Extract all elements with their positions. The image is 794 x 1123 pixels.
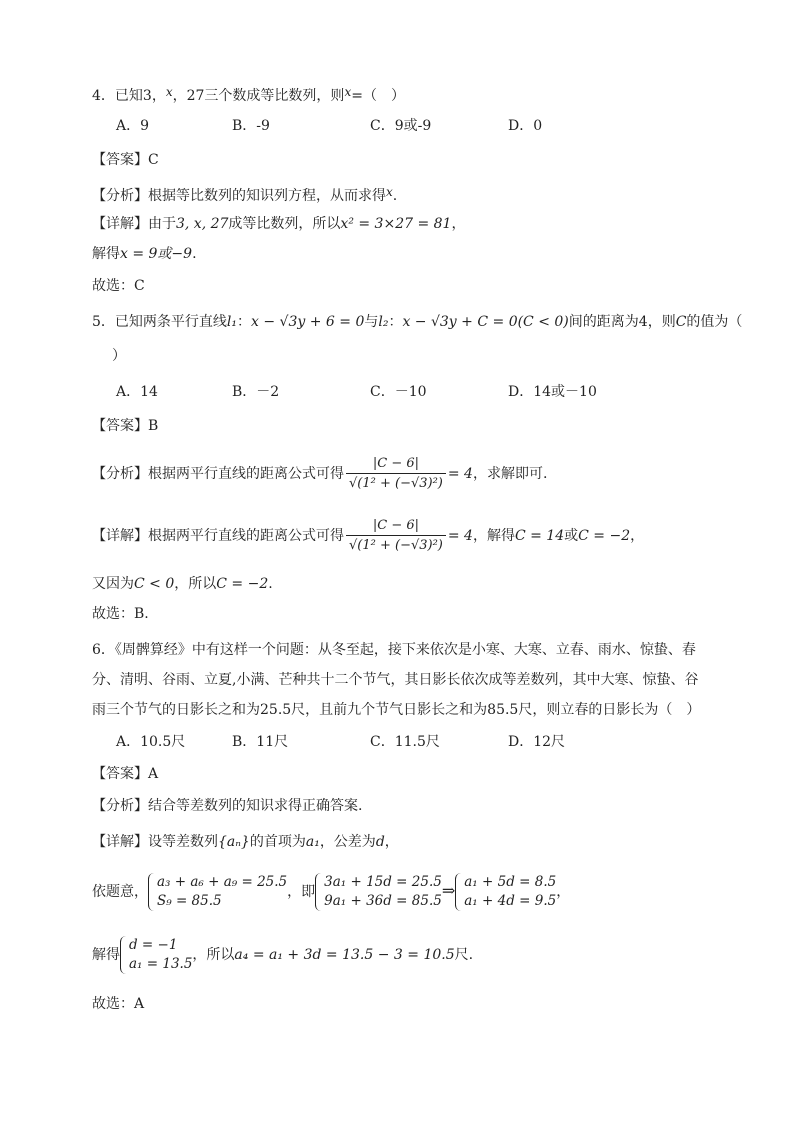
fraction-numerator: |C − 6| <box>346 517 446 536</box>
q5-equation-2: x − √3y + C = 0(C < 0) <box>402 314 569 330</box>
q4-stem-text: 4．已知3， <box>92 88 166 104</box>
q5-equation-1: x − √3y + 6 = 0 <box>251 314 365 330</box>
system-row: a₁ + 5d = 8.5 <box>464 874 557 890</box>
q4-detail-equation: x² = 3×27 = 81 <box>340 216 452 232</box>
q5-option-d: D．14或－10 <box>508 384 597 400</box>
system-row: a₃ + a₆ + a₉ = 25.5 <box>157 874 288 890</box>
q5-detail-text-mid: ，解得 <box>472 528 515 544</box>
detail-tag: 【详解】 <box>92 216 148 232</box>
q6-solve-equation: a₄ = a₁ + 3d = 13.5 − 3 = 10.5 <box>234 947 455 963</box>
system-row: d = −1 <box>129 937 178 953</box>
q6-stem-line-1: 6．《周髀算经》中有这样一个问题：从冬至起，接下来依次是小寒、大寒、立春、雨水、惊蛰、春 <box>92 642 696 658</box>
q6-choose: 故选：A <box>92 996 145 1012</box>
q5-since-condition: C < 0 <box>134 576 175 592</box>
implies-arrow-icon: ⇒ <box>441 881 456 900</box>
equation-system-1 <box>148 873 287 911</box>
q5-var-c: C <box>675 314 687 330</box>
left-brace-icon <box>120 936 128 974</box>
system-row: a₁ = 13.5 <box>129 956 193 972</box>
fraction-denominator: √(1² + (−√3)²) <box>349 475 443 491</box>
q5-result-1: C = 14 <box>514 528 565 544</box>
q6-given <box>92 868 570 915</box>
q4-analysis-end: . <box>392 188 398 204</box>
q6-solve-text: 解得 <box>92 947 120 963</box>
q6-first-term: a₁ <box>305 834 320 850</box>
q5-since-end: . <box>268 576 273 592</box>
q6-option-c: C．11.5尺 <box>370 734 440 750</box>
q5-line-l2: l₂ <box>378 314 389 330</box>
q4-answer-value: C <box>148 152 159 168</box>
q6-answer-value: A <box>148 766 159 782</box>
q4-option-d: D．0 <box>508 118 543 134</box>
q6-common-difference: d <box>375 834 385 850</box>
q5-since-result: C = −2 <box>216 576 269 592</box>
q4-choose: 故选：C <box>92 278 145 294</box>
analysis-tag: 【分析】 <box>92 798 148 814</box>
q5-option-b: B．－2 <box>232 384 280 400</box>
q5-choose: 故选：B. <box>92 606 149 622</box>
q5-stem <box>92 312 742 332</box>
answer-tag: 【答案】 <box>92 766 148 782</box>
q4-solve-equation: x = 9或−9 <box>120 246 193 262</box>
q4-option-b: B．-9 <box>232 118 270 134</box>
q5-line-l1: l₁ <box>226 314 238 330</box>
q4-detail <box>92 214 465 234</box>
q6-ie: ，即 <box>287 884 316 900</box>
q5-option-c: C．－10 <box>370 384 427 400</box>
equation-system-4 <box>120 936 192 974</box>
q4-stem-text-mid: ，27三个数成等比数列，则 <box>172 88 345 104</box>
q4-analysis-var: x <box>386 185 393 199</box>
answer-tag: 【答案】 <box>92 418 148 434</box>
distance-fraction <box>346 455 446 494</box>
q5-analysis <box>92 446 547 502</box>
detail-tag: 【详解】 <box>92 834 148 850</box>
q6-sequence: {aₙ} <box>218 834 250 850</box>
q5-colon-2: ： <box>388 314 403 330</box>
q4-stem-text-end: =（ ） <box>351 88 405 104</box>
q6-solve-end: 尺. <box>454 947 474 963</box>
q5-answer <box>92 416 158 436</box>
q6-option-d: D．12尺 <box>508 734 566 750</box>
system-row: 3a₁ + 15d = 25.5 <box>324 874 442 890</box>
q4-solve-text: 解得 <box>92 246 120 262</box>
q4-option-a: A．9 <box>116 118 150 134</box>
system-row: 9a₁ + 36d = 85.5 <box>324 893 442 909</box>
q5-or: 或 <box>564 528 579 544</box>
q6-option-b: B．11尺 <box>232 734 289 750</box>
q6-given-text: 依题意， <box>92 884 148 900</box>
equation-system-3 <box>455 873 556 911</box>
q6-solve <box>92 932 473 978</box>
q4-option-c: C．9或-9 <box>370 118 432 134</box>
q4-stem <box>92 82 405 106</box>
left-brace-icon <box>455 873 463 911</box>
q5-detail-text: 根据两平行直线的距离公式可得 <box>148 528 344 544</box>
q6-solve-text-mid: ，所以 <box>192 947 235 963</box>
system-row: S₉ = 85.5 <box>157 893 222 909</box>
q6-detail-text-mid: 的首项为 <box>249 834 306 850</box>
analysis-tag: 【分析】 <box>92 466 148 482</box>
q6-analysis <box>92 796 362 816</box>
q4-analysis-text: 根据等比数列的知识列方程，从而求得 <box>148 188 386 204</box>
q4-detail-seq: 3, x, 27 <box>176 216 229 232</box>
q5-stem-text: 5．已知两条平行直线 <box>92 314 227 330</box>
q6-detail <box>92 832 399 852</box>
q5-result-2: C = −2 <box>578 528 631 544</box>
fraction-numerator: |C − 6| <box>346 455 446 474</box>
q4-solve-end: . <box>192 246 197 262</box>
q4-detail-text-mid: 成等比数列，所以 <box>228 216 341 232</box>
q5-stem-text-mid: 间的距离为4，则 <box>568 314 676 330</box>
q4-answer <box>92 150 159 170</box>
q5-analysis-text: 根据两平行直线的距离公式可得 <box>148 466 344 482</box>
distance-fraction-2 <box>346 517 446 556</box>
q5-since-text-mid: ，所以 <box>174 576 217 592</box>
fraction-denominator: √(1² + (−√3)²) <box>349 537 443 553</box>
system-row: a₁ + 4d = 9.5 <box>464 893 557 909</box>
left-brace-icon <box>315 873 323 911</box>
q6-option-a: A．10.5尺 <box>116 734 186 750</box>
q6-detail-end: ， <box>384 834 399 850</box>
left-brace-icon <box>148 873 156 911</box>
q4-solve <box>92 244 197 264</box>
q4-var-x-2: x <box>344 85 352 99</box>
q6-given-end: ， <box>556 884 571 900</box>
q6-analysis-text: 结合等差数列的知识求得正确答案. <box>148 798 363 814</box>
fraction-equals: = 4 <box>447 528 473 544</box>
q5-stem-text-end: 的值为（ <box>686 314 743 330</box>
q4-analysis <box>92 182 397 206</box>
fraction-equals: = 4 <box>447 466 473 482</box>
q4-detail-end: ， <box>451 216 466 232</box>
detail-tag: 【详解】 <box>92 528 148 544</box>
q6-stem-line-2: 分、清明、谷雨、立夏,小满、芒种共十二个节气，其日影长依次成等差数列，其中大寒、惊蛰、谷 <box>92 672 699 688</box>
q5-option-a: A．14 <box>116 384 158 400</box>
q5-since-text: 又因为 <box>92 576 134 592</box>
answer-tag: 【答案】 <box>92 152 148 168</box>
equation-system-2 <box>315 873 442 911</box>
q4-var-x: x <box>165 85 173 99</box>
q5-answer-value: B <box>148 418 159 434</box>
q5-detail <box>92 508 644 564</box>
q5-stem-close: ） <box>112 348 126 364</box>
q4-detail-text: 由于 <box>148 216 176 232</box>
q6-detail-text-mid2: ，公差为 <box>319 834 376 850</box>
q5-analysis-end: ，求解即可. <box>472 466 548 482</box>
q6-answer <box>92 764 158 784</box>
q6-stem-line-3: 雨三个节气的日影长之和为25.5尺，且前九个节气日影长之和为85.5尺，则立春的日影长为（ ） <box>92 702 701 718</box>
q5-colon-1: ： <box>237 314 252 330</box>
q5-detail-end: ， <box>630 528 645 544</box>
q5-since <box>92 574 273 594</box>
analysis-tag: 【分析】 <box>92 188 148 204</box>
q6-detail-text: 设等差数列 <box>148 834 218 850</box>
q5-and: 与 <box>364 314 379 330</box>
